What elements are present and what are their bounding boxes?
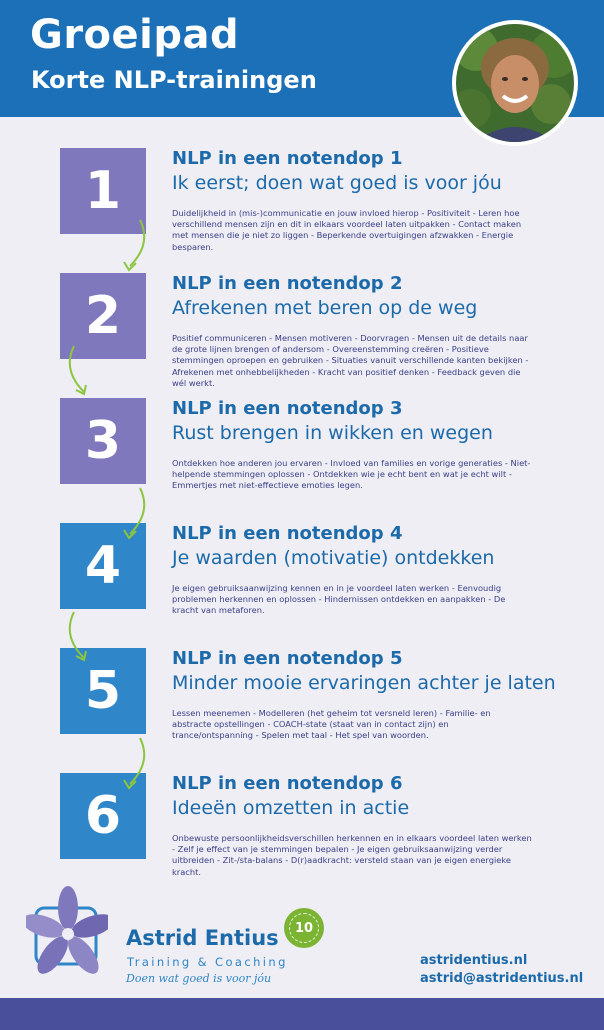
step-kicker: NLP in een notendop 5 bbox=[172, 648, 403, 669]
anniversary-badge bbox=[284, 908, 324, 948]
brand-subtitle: Training & Coaching bbox=[127, 955, 288, 969]
step-description: Ontdekken hoe anderen jou ervaren - Invloed van families en vorige generaties - Niet-helpende stemmingen oplossen - Ontdekken wie je echt bent en wat je echt wilt - Emmertjes met niet-effectieve emoties legen. bbox=[172, 458, 531, 491]
step-kicker: NLP in een notendop 6 bbox=[172, 773, 403, 794]
step-heading: Ik eerst; doen wat goed is voor jóu bbox=[172, 172, 502, 194]
step-heading: Afrekenen met beren op de weg bbox=[172, 297, 478, 319]
brand-tagline: Doen wat goed is voor jóu bbox=[126, 972, 272, 985]
step-heading: Ideeën omzetten in actie bbox=[172, 797, 410, 819]
badge-number: 10 bbox=[294, 920, 314, 936]
curved-arrow-icon bbox=[118, 218, 158, 278]
step-description: Onbewuste persoonlijkheidsverschillen herkennen en in elkaars voordeel laten werken - Zelf je effect van je stemmingen bepalen - Je eigen gebruiksaanwijzing verder uitbreiden - Zit-/sta-balans - D(r)aadkracht: versteld staan van je eigen energieke kracht. bbox=[172, 833, 532, 877]
step-heading: Je waarden (motivatie) ontdekken bbox=[172, 547, 495, 569]
step-heading: Rust brengen in wikken en wegen bbox=[172, 422, 493, 444]
step-heading: Minder mooie ervaringen achter je laten bbox=[172, 672, 556, 694]
curved-arrow-icon bbox=[118, 486, 158, 546]
email-link[interactable]: astrid@astridentius.nl bbox=[420, 971, 584, 986]
step-number-box: 4 bbox=[60, 523, 146, 609]
portrait-illustration bbox=[456, 24, 574, 142]
curved-arrow-icon bbox=[118, 736, 158, 796]
page-title: Groeipad bbox=[30, 12, 240, 58]
curved-arrow-icon bbox=[62, 610, 102, 670]
step-number-box: 1 bbox=[60, 148, 146, 234]
flower-logo-icon bbox=[26, 886, 108, 980]
step-description: Lessen meenemen - Modelleren (het geheim tot versneld leren) - Familie- en abstracte opstellingen - COACH-state (staat van in contact zijn) en trance/ontspanning - Spelen met taal - Het spel van woorden. bbox=[172, 708, 491, 741]
step-number-box: 2 bbox=[60, 273, 146, 359]
step-description: Duidelijkheid in (mis-)communicatie en jouw invloed hierop - Positiviteit - Leren hoe verschillend mensen zijn en dit in elkaars voordeel laten uitpakken - Contact maken met mensen die je niet zo liggen - Beperkende overtuigingen afzwakken - Energie besparen. bbox=[172, 208, 522, 252]
website-link[interactable]: astridentius.nl bbox=[420, 953, 528, 968]
step-description: Je eigen gebruiksaanwijzing kennen en in je voordeel laten werken - Eenvoudig problemen herkennen en oplossen - Hindernissen ontdekken en aanpakken - De kracht van metaforen. bbox=[172, 583, 506, 616]
brand-name: Astrid Entius bbox=[126, 926, 279, 950]
step-number-box: 3 bbox=[60, 398, 146, 484]
page-subtitle: Korte NLP-trainingen bbox=[31, 66, 317, 94]
step-kicker: NLP in een notendop 1 bbox=[172, 148, 403, 169]
portrait-photo bbox=[452, 20, 578, 146]
footer-bar bbox=[0, 998, 604, 1030]
step-description: Positief communiceren - Mensen motiveren - Doorvragen - Mensen uit de details naar de grote lijnen brengen of andersom - Overeenstemming creëren - Positieve stemmingen oproepen en gebruiken - Situaties vanuit verschillende kanten bekijken - Afrekenen met onhebbelijkheden - Kracht van positief denken - Feedback geven die wél werkt. bbox=[172, 333, 529, 388]
step-kicker: NLP in een notendop 3 bbox=[172, 398, 403, 419]
step-number-box: 5 bbox=[60, 648, 146, 734]
step-number-box: 6 bbox=[60, 773, 146, 859]
step-kicker: NLP in een notendop 4 bbox=[172, 523, 403, 544]
curved-arrow-icon bbox=[62, 344, 102, 404]
step-kicker: NLP in een notendop 2 bbox=[172, 273, 403, 294]
